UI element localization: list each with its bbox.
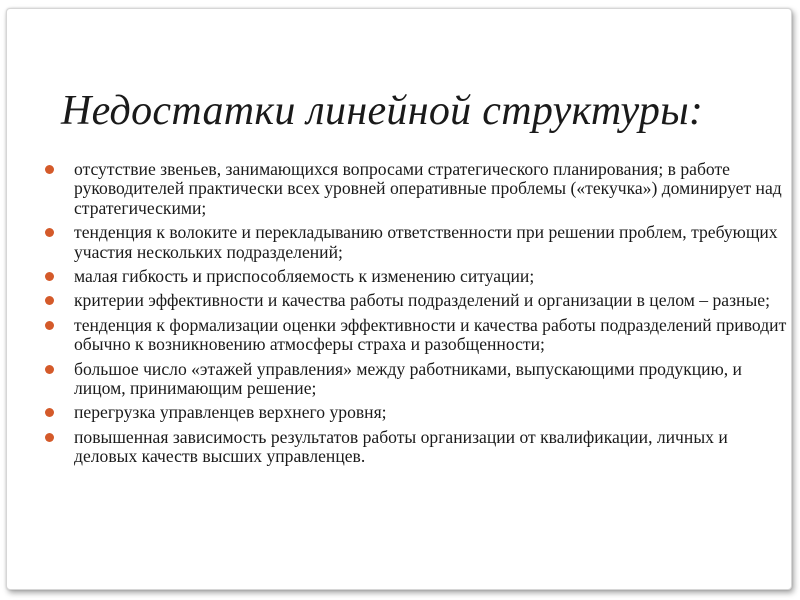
bullet-text: малая гибкость и приспособляемость к изменению ситуации; xyxy=(74,266,535,287)
list-item xyxy=(45,428,790,467)
bullet-dot-icon xyxy=(45,165,54,174)
bullet-text: повышенная зависимость результатов работы организации от квалификации, личных и деловых качеств высших управленцев. xyxy=(74,426,728,467)
list-item xyxy=(45,223,790,262)
list-item xyxy=(45,291,790,310)
slide-title: Недостатки линейной структуры: xyxy=(61,88,704,134)
bullet-text: большое число «этажей управления» между работниками, выпускающими продукцию, и лицом, принимающим решение; xyxy=(74,358,742,399)
bullet-dot-icon xyxy=(45,228,54,237)
bullet-text: тенденция к волоките и перекладыванию ответственности при решении проблем, требующих участия нескольких подразделений; xyxy=(74,222,778,262)
bullet-list xyxy=(45,160,790,472)
bullet-text: отсутствие звеньев, занимающихся вопросами стратегического планирования; в работе руководителей практически всех уровней оперативные проблемы («текучка») доминирует над стратегическими; xyxy=(74,159,782,218)
bullet-dot-icon xyxy=(45,433,54,442)
bullet-text: тенденция к формализации оценки эффективности и качества работы подразделений приводит обычно к возникновению атмосферы страха и разобщенности; xyxy=(74,314,787,355)
bullet-dot-icon xyxy=(45,365,54,374)
bullet-dot-icon xyxy=(45,272,54,281)
slide-frame xyxy=(6,8,792,590)
list-item xyxy=(45,360,790,399)
bullet-dot-icon xyxy=(45,296,54,305)
bullet-dot-icon xyxy=(45,321,54,330)
list-item xyxy=(45,160,790,218)
list-item xyxy=(45,403,790,422)
bullet-text: критерии эффективности и качества работы подразделений и организации в целом – разные; xyxy=(74,290,770,311)
bullet-text: перегрузка управленцев верхнего уровня; xyxy=(74,402,387,423)
list-item xyxy=(45,316,790,355)
list-item xyxy=(45,267,790,286)
bullet-dot-icon xyxy=(45,408,54,417)
